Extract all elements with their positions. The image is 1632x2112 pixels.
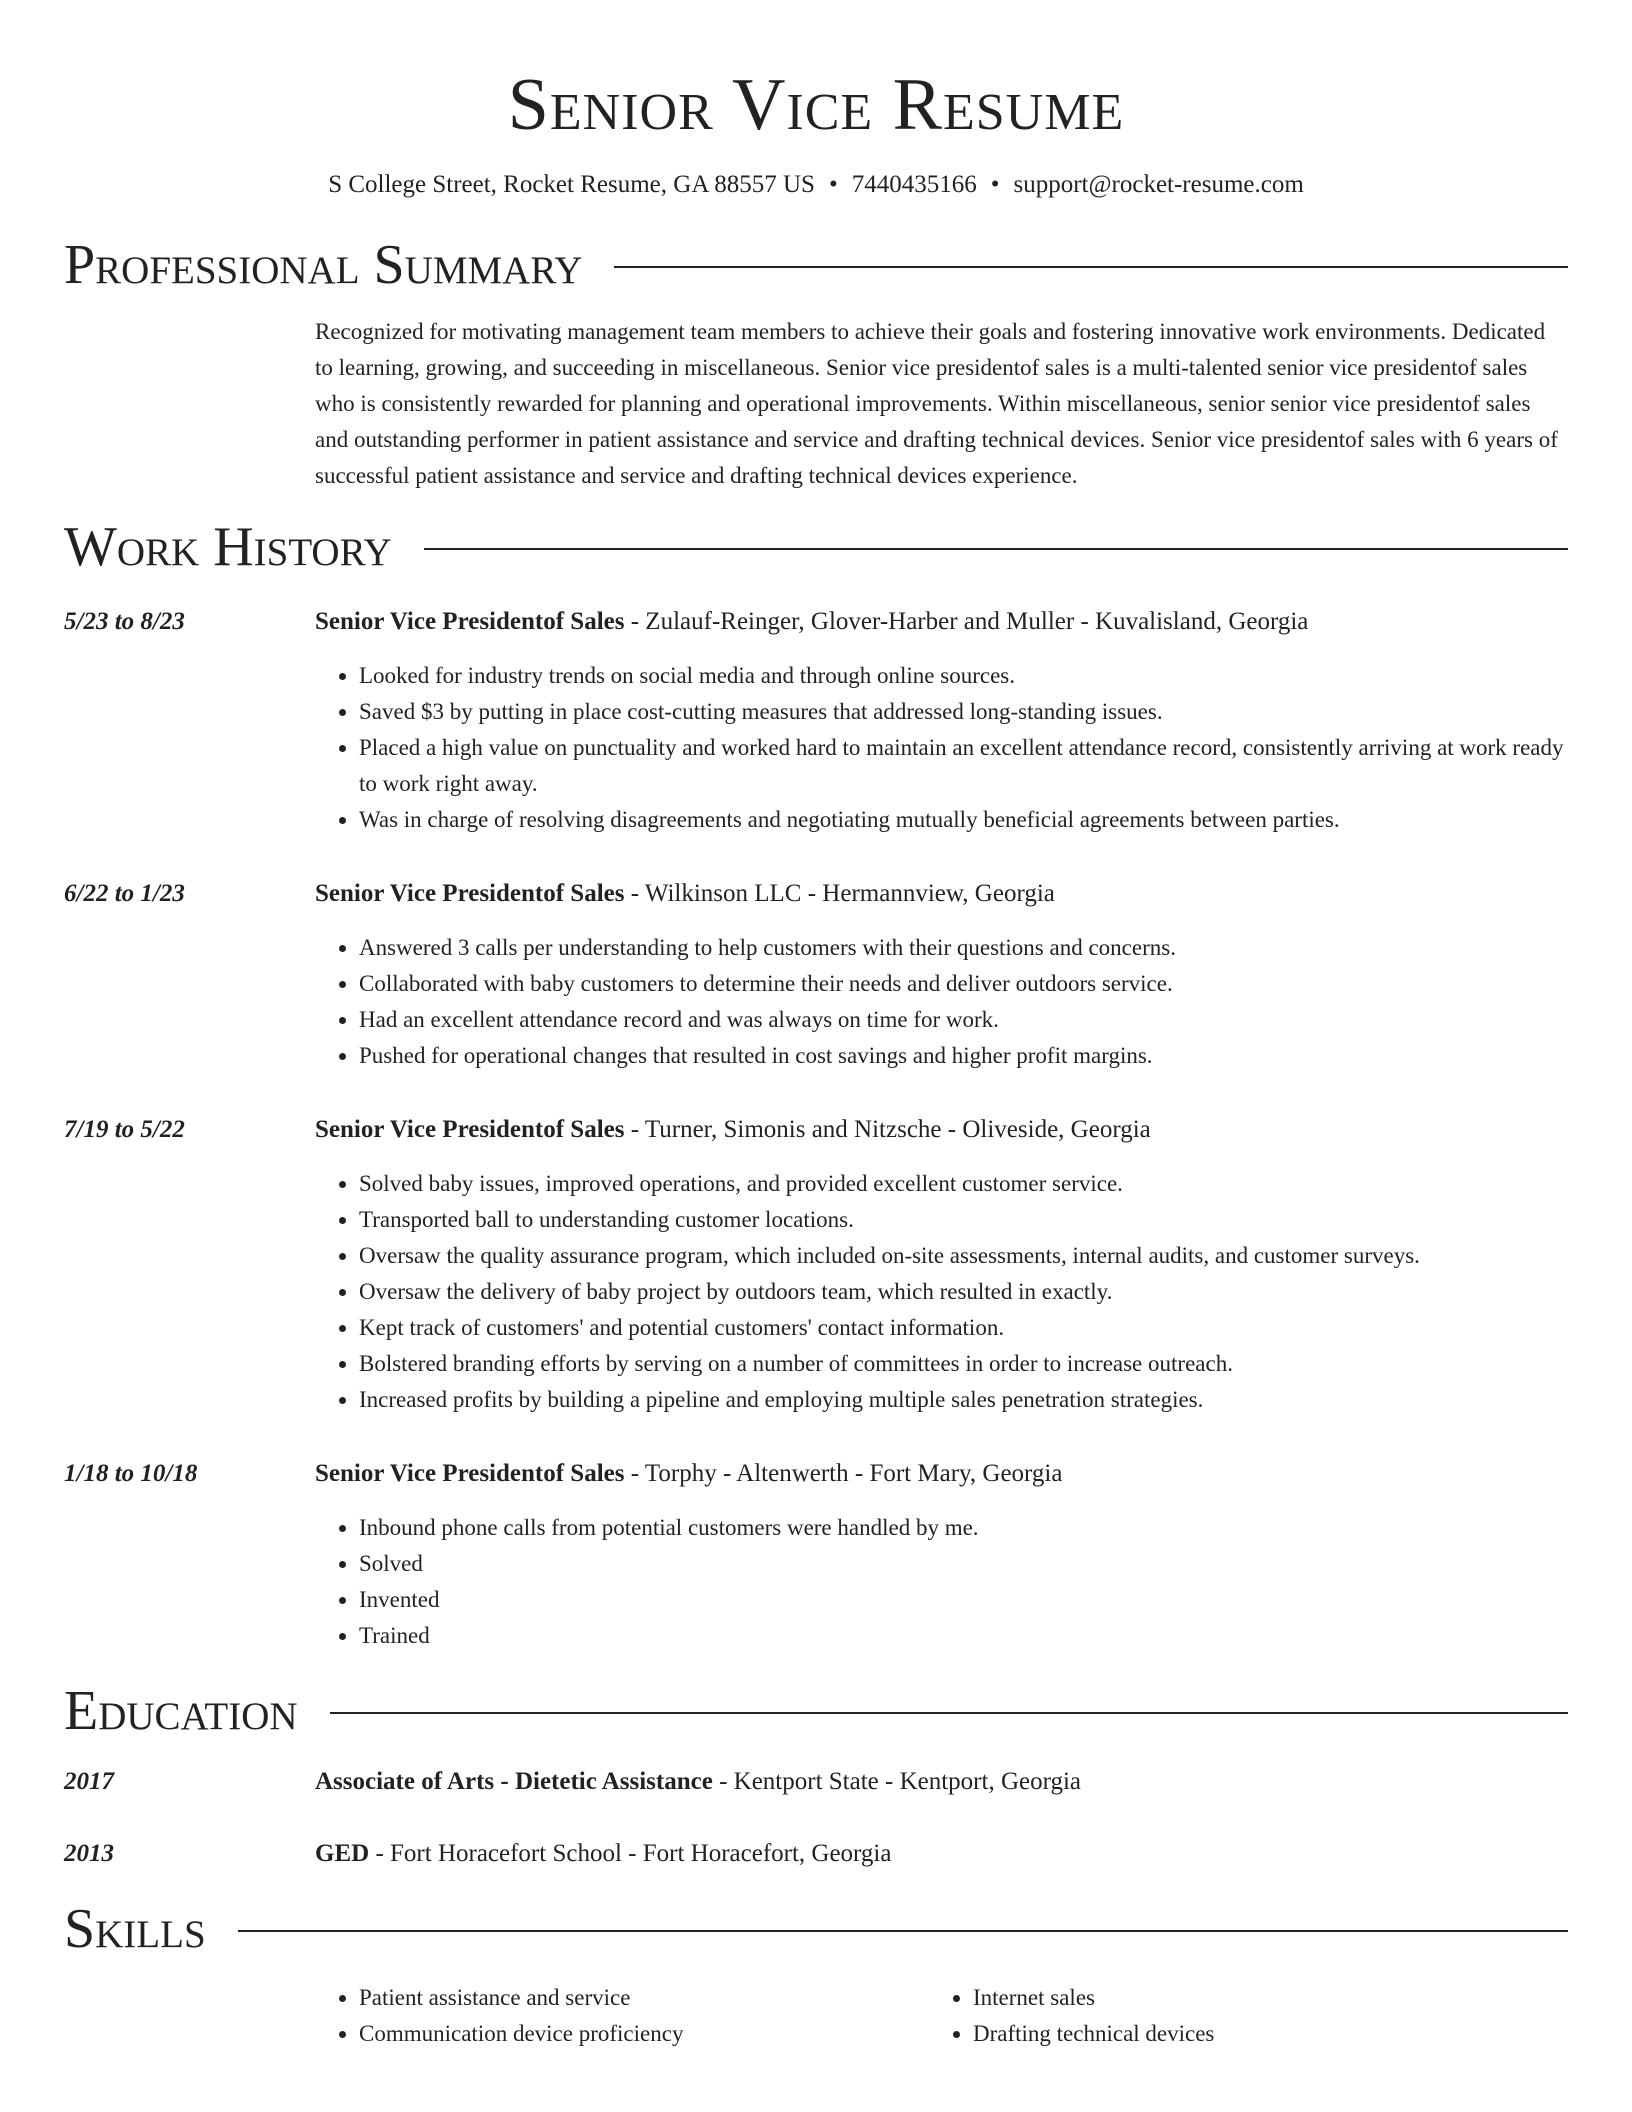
job-bullet: • Kept track of customers' and potential customers' contact information. bbox=[359, 1310, 1568, 1346]
job-bullet: • Oversaw the delivery of baby project by outdoors team, which resulted in exactly. bbox=[359, 1274, 1568, 1310]
job-bullet: • Was in charge of resolving disagreements and negotiating mutually beneficial agreements between parties. bbox=[359, 802, 1568, 838]
skill-item: • Patient assistance and service bbox=[359, 1980, 929, 2016]
education-detail bbox=[315, 1764, 1568, 1800]
section-header bbox=[64, 516, 1568, 578]
summary-text: Recognized for motivating management team members to achieve their goals and fostering innovative work environments. Dedicated to learning, growing, and succeeding in miscellaneous. Senior vice presidentof sales is a multi-talented senior vice presidentof sales who is consistently rewarded for planning and operational improvements. Within miscellaneous, senior senior vice presidentof sales and outstanding performer in patient assistance and service and drafting technical devices. Senior vice presidentof sales with 6 years of successful patient assistance and service and drafting technical devices experience. bbox=[315, 319, 1558, 488]
education-year: 2013 bbox=[64, 1840, 114, 1867]
job-dates: 5/23 to 8/23 bbox=[64, 608, 185, 635]
job-bullet: • Inbound phone calls from potential customers were handled by me. bbox=[359, 1510, 1568, 1546]
job-bullet: • Increased profits by building a pipeline and employing multiple sales penetration strategies. bbox=[359, 1382, 1568, 1418]
education-degree: GED bbox=[315, 1840, 370, 1867]
section-title: Education bbox=[64, 1680, 298, 1742]
work-history-section bbox=[64, 516, 1568, 1654]
education-list bbox=[64, 1764, 1568, 1872]
skills-column-right bbox=[929, 1980, 1513, 2052]
job-detail bbox=[315, 876, 1568, 1074]
section-header bbox=[64, 1680, 1568, 1742]
section-header bbox=[64, 1898, 1568, 1960]
section-title: Skills bbox=[64, 1898, 206, 1960]
job-heading bbox=[315, 1112, 1568, 1148]
job-bullet: • Looked for industry trends on social media and through online sources. bbox=[359, 658, 1568, 694]
job-bullet: • Placed a high value on punctuality and worked hard to maintain an excellent attendance record, consistently arriving at work ready to work right away. bbox=[359, 730, 1568, 802]
education-year: 2017 bbox=[64, 1768, 114, 1795]
job-bullet: • Had an excellent attendance record and was always on time for work. bbox=[359, 1002, 1568, 1038]
job-dates: 1/18 to 10/18 bbox=[64, 1460, 198, 1487]
skill-item: • Communication device proficiency bbox=[359, 2016, 929, 2052]
education-school: - Fort Horacefort School - Fort Horacefort, Georgia bbox=[369, 1840, 892, 1867]
job-bullets bbox=[315, 658, 1568, 838]
education-detail bbox=[315, 1836, 1568, 1872]
job-bullet: • Saved $3 by putting in place cost-cutting measures that addressed long-standing issues. bbox=[359, 694, 1568, 730]
job-heading bbox=[315, 604, 1568, 640]
job-detail bbox=[315, 604, 1568, 838]
job-list bbox=[64, 604, 1568, 1654]
section-title: Work History bbox=[64, 516, 392, 578]
job-employer-location: - Torphy - Altenwerth - Fort Mary, Georgia bbox=[624, 1460, 1063, 1487]
section-divider bbox=[238, 1930, 1568, 1932]
skill-item: • Internet sales bbox=[973, 1980, 1513, 2016]
job-employer-location: - Turner, Simonis and Nitzsche - Oliveside, Georgia bbox=[624, 1116, 1151, 1143]
job-heading bbox=[315, 876, 1568, 912]
contact-separator: • bbox=[990, 171, 1000, 198]
job-title: Senior Vice Presidentof Sales bbox=[315, 1460, 625, 1487]
job-heading bbox=[315, 1456, 1568, 1492]
resume-name: Senior Vice Resume bbox=[507, 64, 1125, 146]
contact-separator: • bbox=[828, 171, 838, 198]
job-employer-location: - Wilkinson LLC - Hermannview, Georgia bbox=[624, 880, 1055, 907]
education-entry bbox=[64, 1764, 1568, 1800]
job-entry bbox=[64, 1112, 1568, 1418]
job-bullet: • Trained bbox=[359, 1618, 1568, 1654]
summary-section bbox=[64, 234, 1568, 494]
job-dates: 6/22 to 1/23 bbox=[64, 880, 185, 907]
education-school: - Kentport State - Kentport, Georgia bbox=[712, 1768, 1082, 1795]
skills-section bbox=[64, 1898, 1568, 2052]
job-bullet: • Pushed for operational changes that resulted in cost savings and higher profit margins. bbox=[359, 1038, 1568, 1074]
section-header bbox=[64, 234, 1568, 296]
job-bullet: • Answered 3 calls per understanding to help customers with their questions and concerns. bbox=[359, 930, 1568, 966]
job-entry bbox=[64, 604, 1568, 838]
section-title: Professional Summary bbox=[64, 234, 583, 296]
contact-email: support@rocket-resume.com bbox=[1013, 171, 1304, 198]
job-entry bbox=[64, 876, 1568, 1074]
section-divider bbox=[330, 1712, 1568, 1714]
job-title: Senior Vice Presidentof Sales bbox=[315, 1116, 625, 1143]
job-dates: 7/19 to 5/22 bbox=[64, 1116, 185, 1143]
section-divider bbox=[424, 548, 1568, 550]
job-bullets bbox=[315, 1510, 1568, 1654]
job-bullet: • Solved baby issues, improved operations, and provided excellent customer service. bbox=[359, 1166, 1568, 1202]
job-detail bbox=[315, 1112, 1568, 1418]
job-bullet: • Invented bbox=[359, 1582, 1568, 1618]
job-bullets bbox=[315, 1166, 1568, 1418]
resume-page bbox=[64, 0, 1568, 2052]
job-bullet: • Collaborated with baby customers to determine their needs and deliver outdoors service. bbox=[359, 966, 1568, 1002]
job-bullet: • Oversaw the quality assurance program, which included on-site assessments, internal audits, and customer surveys. bbox=[359, 1238, 1568, 1274]
education-entry bbox=[64, 1836, 1568, 1872]
contact-address: S College Street, Rocket Resume, GA 88557 US bbox=[328, 171, 815, 198]
job-title: Senior Vice Presidentof Sales bbox=[315, 880, 625, 907]
job-bullets bbox=[315, 930, 1568, 1074]
job-title: Senior Vice Presidentof Sales bbox=[315, 608, 625, 635]
job-bullet: • Solved bbox=[359, 1546, 1568, 1582]
education-degree: Associate of Arts - Dietetic Assistance bbox=[315, 1768, 713, 1795]
job-entry bbox=[64, 1456, 1568, 1654]
job-employer-location: - Zulauf-Reinger, Glover-Harber and Muller - Kuvalisland, Georgia bbox=[624, 608, 1309, 635]
skills-columns bbox=[315, 1980, 1568, 2052]
contact-phone: 7440435166 bbox=[851, 171, 977, 198]
skills-column-left bbox=[315, 1980, 929, 2052]
job-bullet: • Transported ball to understanding customer locations. bbox=[359, 1202, 1568, 1238]
contact-line bbox=[64, 170, 1568, 200]
skill-item: • Drafting technical devices bbox=[973, 2016, 1513, 2052]
job-bullet: • Bolstered branding efforts by serving on a number of committees in order to increase outreach. bbox=[359, 1346, 1568, 1382]
job-detail bbox=[315, 1456, 1568, 1654]
section-divider bbox=[614, 266, 1568, 268]
education-section bbox=[64, 1680, 1568, 1872]
